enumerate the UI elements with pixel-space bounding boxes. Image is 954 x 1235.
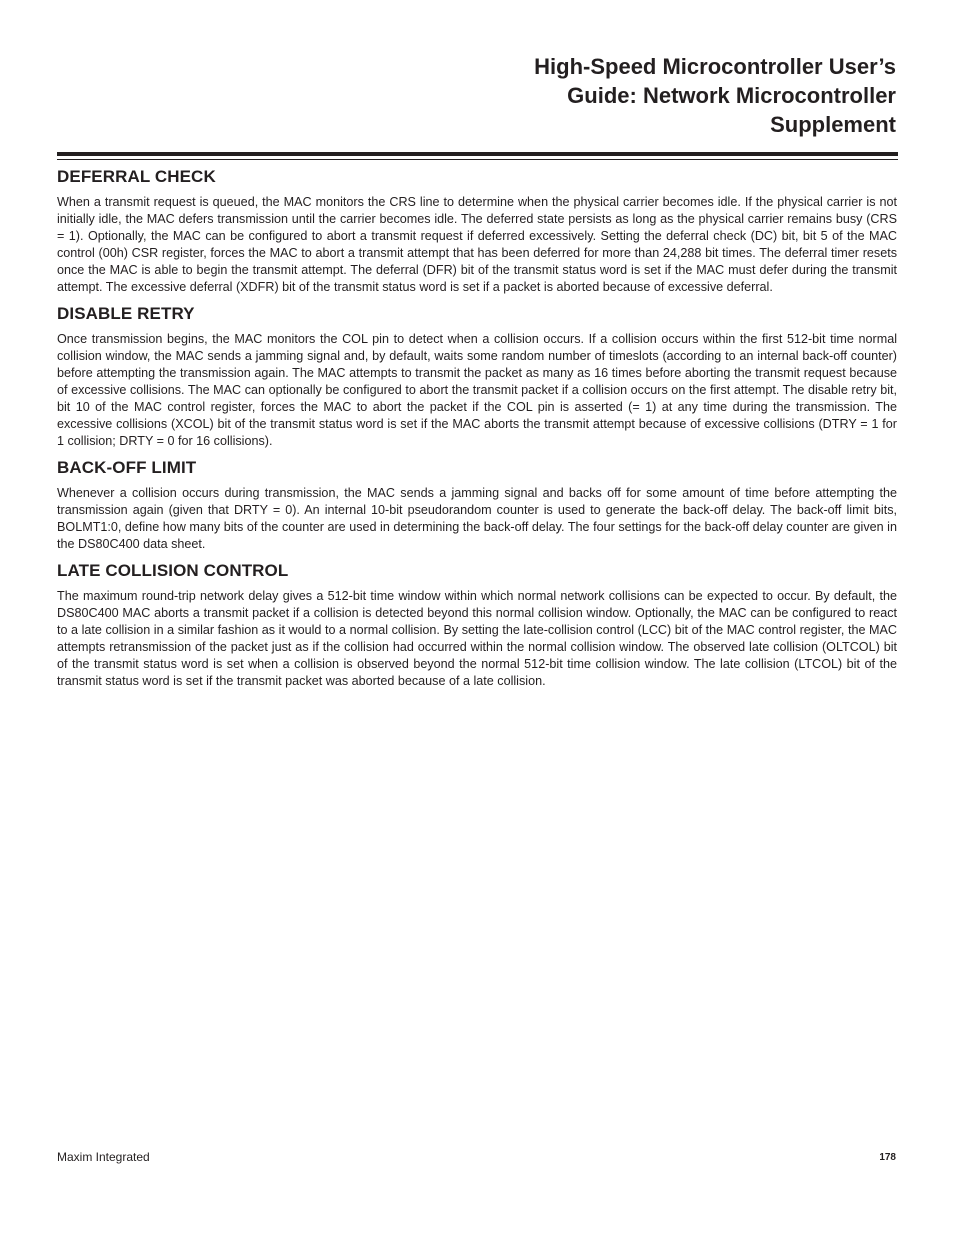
main-content [57,166,897,697]
section-deferral-check [57,166,897,296]
footer-page-number: 178 [879,1152,896,1163]
page-title-line-3: Supplement [770,112,896,137]
section-back-off-limit [57,457,897,553]
page-title-line-1: High-Speed Microcontroller User’s [534,54,896,79]
header-rule-thick [57,152,898,156]
section-body: The maximum round-trip network delay gives a 512-bit time window within which normal network collisions can be expected to occur. By default, the DS80C400 MAC aborts a transmit packet if a collision is detected beyond this normal collision window. Optionally, the MAC can be configured to react to a late collision in a similar fashion as it would to a normal collision. By setting the late-collision control (LCC) bit of the MAC control register, the MAC attempts retransmission of the packet just as if the collision had occurred within the normal collision window. The observed late collision (OLTCOL) bit of the transmit status word is set when a collision is observed beyond the normal 512-bit time collision window. The late collision (LTCOL) bit of the transmit status word is set if the transmit packet was aborted because of a late collision. [57,589,897,688]
section-body: Once transmission begins, the MAC monitors the COL pin to detect when a collision occurs. If a collision occurs within the first 512-bit time normal collision window, the MAC sends a jamming signal and, by default, waits some random number of timeslots (according to an internal back-off counter) before attempting the transmission again. The MAC attempts to transmit the packet as many as 16 times before aborting the transmit request because of excessive collisions. The MAC can optionally be configured to abort the transmit packet if a collision occurs on the first attempt. The disable retry bit, bit 10 of the MAC control register, forces the MAC to abort the packet if the COL pin is asserted (= 1) at any time during the transmission. The excessive collisions (XCOL) bit of the transmit status word is set if the MAC aborts the transmit attempt because of excessive collisions (DTRY = 1 for 1 collision; DRTY = 0 for 16 collisions). [57,332,897,448]
section-heading: DEFERRAL CHECK [57,167,216,186]
page-title-line-2: Guide: Network Microcontroller [567,83,896,108]
section-body: Whenever a collision occurs during transmission, the MAC sends a jamming signal and backs off for some amount of time before attempting the transmission again (given that DRTY = 0). An internal 10-bit pseudorandom counter is used to generate the back-off delay. The back-off limit bits, BOLMT1:0, define how many bits of the counter are used in determining the back-off delay. The four settings for the back-off delay counter are given in the DS80C400 data sheet. [57,486,897,551]
section-disable-retry [57,303,897,450]
footer-company: Maxim Integrated [57,1150,150,1164]
section-heading: BACK-OFF LIMIT [57,458,197,477]
header-rule-thin [57,159,898,160]
section-heading: DISABLE RETRY [57,304,195,323]
page-title [296,52,896,139]
section-body: When a transmit request is queued, the MAC monitors the CRS line to determine when the physical carrier becomes idle. If the physical carrier is not initially idle, the MAC defers transmission until the carrier becomes idle. The deferred state persists as long as the physical carrier remains busy (CRS = 1). Optionally, the MAC can be configured to abort a transmit request if deferred excessively. Setting the deferral check (DC) bit, bit 5 of the MAC control (00h) CSR register, forces the MAC to abort a transmit attempt that has been deferred for more than 24,288 bit times. The deferral timer resets once the MAC is able to begin the transmit attempt. The deferral (DFR) bit of the transmit status word is set if the MAC must defer during the transmit attempt. The excessive deferral (XDFR) bit of the transmit status word is set if a packet is aborted because of excessive deferral. [57,195,897,294]
section-late-collision-control [57,560,897,690]
section-heading: LATE COLLISION CONTROL [57,561,289,580]
